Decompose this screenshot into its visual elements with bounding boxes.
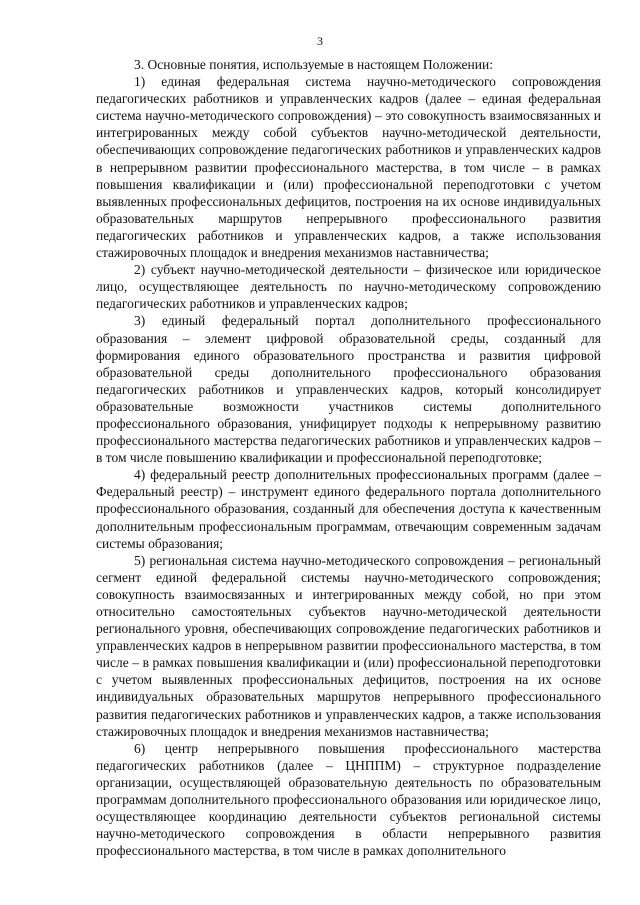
definition-item-4: 4) федеральный реестр дополнительных профессиональных программ (далее – Федеральный реестр) – инструмент единого федерального портала дополнительного профессионального образования, созданный для обеспечения доступа к качественным дополнительным профессиональным программам, отвечающим современным задачам системы образования; xyxy=(96,467,601,551)
page-number: 3 xyxy=(317,34,323,48)
definition-item-1: 1) единая федеральная система научно-методического сопровождения педагогических работников и управленческих кадров (далее – единая федеральная система научно-методического сопровождения) – это совокупность взаимосвязанных и интегрированных между собой субъектов научно-методической деятельности, обеспечивающих сопровождение педагогических работников и управленческих кадров в непрерывном развитии профессионального мастерства, в том числе – в рамках повышения квалификации и (или) профессиональной переподготовки с учетом выявленных профессиональных дефицитов, построения на их основе индивидуальных образовательных маршрутов непрерывного профессионального развития педагогических работников и управленческих кадров, а также использования стажировочных площадок и внедрения механизмов наставничества; xyxy=(96,74,601,261)
section-heading: 3. Основные понятия, используемые в настоящем Положении: xyxy=(134,57,493,72)
definition-item-3: 3) единый федеральный портал дополнительного профессионального образования – элемент цифровой образовательной среды, созданный для формирования единого образовательного пространства и развития цифровой образовательной среды дополнительного профессионального образования педагогических работников и управленческих кадров, который консолидирует образовательные возможности участников системы дополнительного профессионального образования, унифицирует подходы к непрерывному развитию профессионального мастерства педагогических работников и управленческих кадров – в том числе повышению квалификации и профессиональной переподготовке; xyxy=(96,313,601,466)
definition-item-5: 5) региональная система научно-методического сопровождения – региональный сегмент единой федеральной системы научно-методического сопровождения; совокупность взаимосвязанных и интегрированных между собой, но при этом относительно самостоятельных субъектов научно-методической деятельности регионального уровня, обеспечивающих сопровождение педагогических работников и управленческих кадров в непрерывном развитии профессионального мастерства, в том числе – в рамках повышения квалификации и (или) профессиональной переподготовки с учетом выявленных профессиональных дефицитов, построения на их основе индивидуальных образовательных маршрутов непрерывного профессионального развития педагогических работников и управленческих кадров, а также использования стажировочных площадок и внедрения механизмов наставничества; xyxy=(96,552,601,739)
document-body xyxy=(96,56,601,859)
definition-item-6: 6) центр непрерывного повышения профессионального мастерства педагогических работников (далее – ЦНППМ) – структурное подразделение организации, осуществляющей образовательную деятельность по образовательным программам дополнительного профессионального образования или юридическое лицо, осуществляющее координацию деятельности субъектов региональной системы научно-методического сопровождения в области непрерывного развития профессионального мастерства, в том числе в рамках дополнительного xyxy=(96,740,601,859)
definition-item-2: 2) субъект научно-методической деятельности – физическое или юридическое лицо, осуществляющее деятельность по научно-методическому сопровождению педагогических работников и управленческих кадров; xyxy=(96,262,601,312)
